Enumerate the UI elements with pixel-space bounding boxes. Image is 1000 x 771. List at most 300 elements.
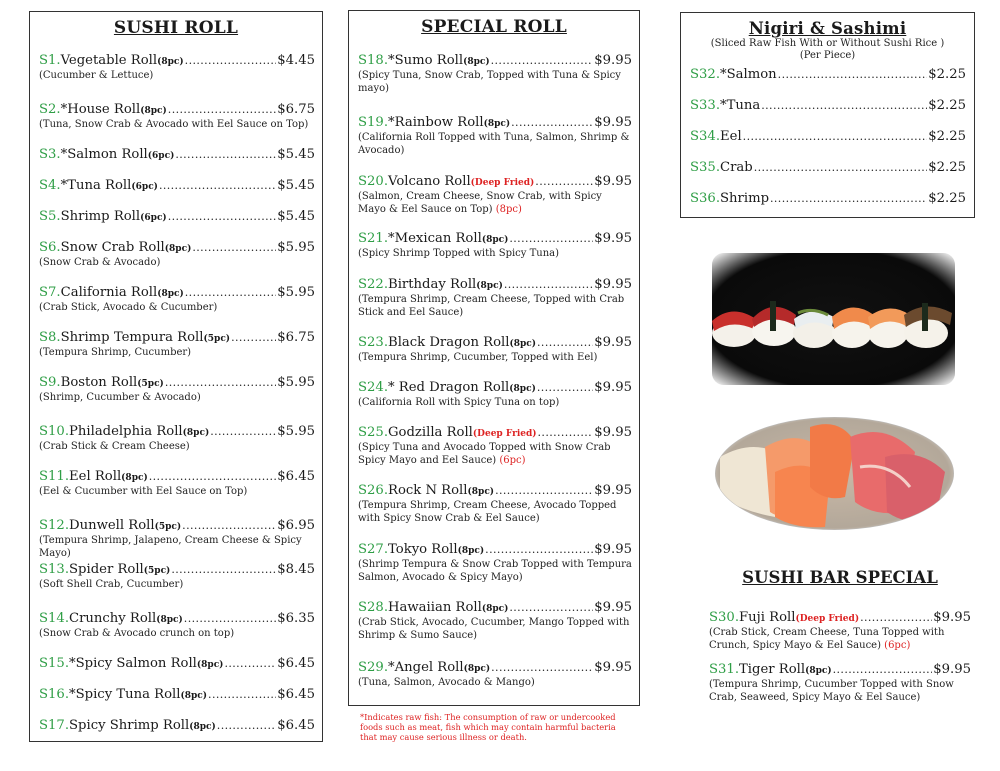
item-description [358,616,632,642]
item-code: S4. [39,178,61,193]
item-description-text: (Tempura Shrimp, Cucumber Topped with Snow Crab, Seaweed, Spicy Mayo & Eel Sauce) [709,679,954,703]
item-code: S24. [358,380,389,395]
item-name: *House Roll [60,102,141,117]
leader-dots [208,687,276,702]
menu-item-line [358,660,632,675]
item-name: * Red Dragon Roll [388,380,510,395]
item-pieces: (8pc) [509,384,536,394]
item-pieces: (8pc) [463,664,491,674]
section-title: Nigiri & Sashimi [748,19,907,38]
menu-item-line [709,610,971,625]
leader-dots [538,425,594,440]
item-price: $6.45 [277,718,315,733]
deep-fried-tag: (Deep Fried) [795,614,860,624]
item-pieces: (6pc) [140,213,167,223]
leader-dots [509,600,593,615]
item-name: Philadelphia Roll [69,424,183,439]
item-description [358,676,632,689]
leader-dots [224,656,276,671]
item-pieces: (8pc) [481,235,509,245]
item-name: Crunchy Roll [69,611,157,626]
menu-item-line [39,53,315,68]
item-price: $6.95 [277,518,315,533]
item-code: S30. [709,610,740,625]
item-pieces: (8pc) [481,604,509,614]
item-pieces: (8pc) [483,119,511,129]
item-name: *Spicy Salmon Roll [69,656,197,671]
item-description-text: (Salmon, Cream Cheese, Snow Crab, with Spicy Mayo & Eel Sauce on Top) [358,191,602,215]
item-pieces: (5pc) [154,522,182,532]
item-description-text: (Tuna, Salmon, Avocado & Mango) [358,677,535,688]
leader-dots [509,231,593,246]
item-price: $9.95 [933,662,971,677]
item-pieces: (8pc) [463,57,490,67]
item-code: S6. [39,240,61,255]
leader-dots [511,115,593,130]
menu-item [690,160,966,175]
item-description-text: (California Roll with Spicy Tuna on top) [358,397,560,408]
menu-item [39,178,315,193]
menu-item [358,542,632,584]
item-price: $6.45 [277,656,315,671]
menu-item-line [358,483,632,498]
menu-item [358,277,632,319]
menu-item-line [358,231,632,246]
item-price: $2.25 [928,191,966,206]
item-name: *Rainbow Roll [388,115,484,130]
leader-dots [537,335,593,350]
item-price: $6.75 [277,330,315,345]
item-price: $2.25 [928,129,966,144]
leader-dots [184,611,276,626]
item-code: S1. [39,53,61,68]
item-price: $5.95 [277,424,315,439]
menu-item-line [358,542,632,557]
menu-item [39,285,315,314]
leader-dots [778,67,928,82]
item-price: $9.95 [594,335,632,350]
menu-item-line [39,656,315,671]
item-description-text: (Cucumber & Lettuce) [39,70,154,81]
item-price: $6.75 [277,102,315,117]
item-pieces: (8pc) [157,57,184,67]
leader-dots [168,209,277,224]
item-name: *Tuna Roll [60,178,132,193]
item-name: Shrimp Roll [60,209,141,224]
menu-item-line [690,67,966,82]
sushi-bar-special-list [709,610,971,714]
item-description-text: (Crab Stick, Cream Cheese, Tuna Topped with Crunch, Spicy Mayo & Eel Sauce) [709,627,945,651]
item-code: S12. [39,518,70,533]
item-code: S13. [39,562,70,577]
item-description-text: (Crab Stick, Avocado, Cucumber, Mango Topped with Shrimp & Sumo Sauce) [358,617,630,641]
item-description-pieces: (8pc) [495,204,522,215]
item-name: Vegetable Roll [60,53,158,68]
leader-dots [754,160,928,175]
leader-dots [192,240,276,255]
sushi-roll-section [29,11,323,742]
item-price: $9.95 [594,660,632,675]
menu-item-line [39,518,315,533]
menu-item-line [709,662,971,677]
item-pieces: (8pc) [180,691,208,701]
leader-dots [537,380,593,395]
item-pieces: (5pc) [143,566,171,576]
item-name: Shrimp [720,191,770,206]
item-name: *Sumo Roll [388,53,464,68]
item-description-text: (Shrimp, Cucumber & Avocado) [39,392,201,403]
deep-fried-tag: (Deep Fried) [472,429,537,439]
menu-item [39,330,315,359]
item-name: Boston Roll [60,375,138,390]
leader-dots [491,53,594,68]
leader-dots [175,147,276,162]
leader-dots [185,285,276,300]
item-code: S34. [690,129,721,144]
menu-item [690,191,966,206]
leader-dots [185,53,277,68]
menu-item-line [358,115,632,130]
leader-dots [860,610,932,625]
menu-item [39,611,315,640]
item-description [358,131,632,157]
item-code: S8. [39,330,61,345]
item-code: S27. [358,542,389,557]
per-piece-note: (Per Piece) [799,50,856,61]
item-code: S14. [39,611,70,626]
item-price: $9.95 [594,425,632,440]
leader-dots [210,424,276,439]
leader-dots [217,718,276,733]
item-name: Tokyo Roll [388,542,458,557]
item-description-text: (Snow Crab & Avocado crunch on top) [39,628,235,639]
menu-item-line [39,424,315,439]
menu-item [39,424,315,453]
item-description-text: (Tuna, Snow Crab & Avocado with Eel Sauce on Top) [39,119,309,130]
leader-dots [833,662,933,677]
item-description [39,118,315,131]
item-description-text: (Spicy Tuna and Avocado Topped with Snow Crab Spicy Mayo and Eel Sauce) [358,442,611,466]
item-description [39,69,315,82]
item-code: S25. [358,425,389,440]
item-name: Spicy Shrimp Roll [69,718,190,733]
item-name: *Tuna [720,98,761,113]
menu-item [690,98,966,113]
menu-item [39,375,315,404]
menu-item-line [358,425,632,440]
menu-item [358,115,632,157]
menu-item-line [39,718,315,733]
item-name: California Roll [60,285,158,300]
item-description-text: (Spicy Tuna, Snow Crab, Topped with Tuna & Spicy mayo) [358,70,621,94]
special-roll-section [348,10,640,706]
item-description-pieces: (6pc) [884,640,911,651]
item-name: Spider Roll [69,562,144,577]
item-price: $6.45 [277,469,315,484]
item-name: Godzilla Roll [388,425,473,440]
leader-dots [485,542,593,557]
item-price: $9.95 [594,174,632,189]
item-description [39,346,315,359]
item-price: $5.45 [277,147,315,162]
item-pieces: (8pc) [140,106,167,116]
menu-item-line [39,240,315,255]
item-price: $5.95 [277,285,315,300]
item-pieces: (8pc) [157,289,184,299]
item-pieces: (8pc) [476,281,503,291]
item-code: S9. [39,375,61,390]
menu-item [358,483,632,525]
menu-item-line [690,160,966,175]
menu-item [690,129,966,144]
leader-dots [743,129,928,144]
item-price: $2.25 [928,67,966,82]
item-description [709,678,971,704]
item-description [39,256,315,269]
item-description-text: (Tempura Shrimp, Cucumber) [39,347,192,358]
menu-item-line [690,191,966,206]
leader-dots [165,375,276,390]
menu-item-line [358,277,632,292]
item-code: S22. [358,277,389,292]
menu-item [39,53,315,82]
menu-item-line [39,178,315,193]
menu-item [39,687,315,702]
leader-dots [491,660,593,675]
section-title: SPECIAL ROLL [421,17,567,37]
menu-item [39,469,315,498]
item-price: $4.45 [277,53,315,68]
menu-item-line [39,209,315,224]
menu-item [358,425,632,467]
item-code: S3. [39,147,61,162]
leader-dots [159,178,276,193]
item-code: S10. [39,424,70,439]
menu-item-line [690,129,966,144]
item-description-text: (Tempura Shrimp, Cream Cheese, Avocado Topped with Spicy Snow Crab & Eel Sauce) [358,500,617,524]
item-price: $9.95 [594,231,632,246]
item-code: S26. [358,483,389,498]
menu-item [39,240,315,269]
menu-item-line [358,335,632,350]
item-description [39,440,315,453]
item-description [39,534,315,560]
item-name: Eel Roll [69,469,122,484]
item-code: S32. [690,67,721,82]
item-code: S28. [358,600,389,615]
menu-item [358,53,632,95]
item-code: S5. [39,209,61,224]
menu-item [709,610,971,652]
item-pieces: (8pc) [189,722,216,732]
item-name: Crab [720,160,753,175]
item-description-text: (Spicy Shrimp Topped with Spicy Tuna) [358,248,560,259]
item-pieces: (8pc) [182,428,210,438]
item-price: $9.95 [594,115,632,130]
item-pieces: (8pc) [156,615,183,625]
item-code: S21. [358,231,389,246]
item-code: S20. [358,174,389,189]
item-pieces: (8pc) [164,244,192,254]
item-price: $9.95 [933,610,971,625]
item-name: *Salmon [720,67,777,82]
menu-item-line [39,330,315,345]
item-code: S15. [39,656,70,671]
item-description-text: (Tempura Shrimp, Cream Cheese, Topped with Crab Stick and Eel Sauce) [358,294,625,318]
item-name: Eel [720,129,742,144]
menu-item [709,662,971,704]
menu-item-line [39,147,315,162]
item-price: $5.45 [277,178,315,193]
menu-item [358,600,632,642]
item-description [358,69,632,95]
item-name: Birthday Roll [388,277,477,292]
item-price: $6.35 [277,611,315,626]
item-description [39,627,315,640]
menu-item-line [690,98,966,113]
menu-item [39,562,315,591]
leader-dots [535,174,593,189]
item-description [358,190,632,216]
item-code: S16. [39,687,70,702]
menu-item [358,335,632,364]
deep-fried-tag: (Deep Fried) [470,178,535,188]
leader-dots [231,330,276,345]
raw-fish-footnote: *Indicates raw fish: The consumption of raw or undercooked foods such as meat, fish which may contain harmful bacteria that may cause serious illness or death. [360,712,616,742]
item-description-pieces: (6pc) [499,455,526,466]
item-price: $9.95 [594,380,632,395]
sashimi-photo [715,417,954,530]
item-description-text: (Soft Shell Crab, Cucumber) [39,579,184,590]
item-price: $5.95 [277,240,315,255]
item-description [358,499,632,525]
menu-item-line [39,375,315,390]
item-description [39,391,315,404]
leader-dots [495,483,593,498]
item-code: S36. [690,191,721,206]
item-code: S17. [39,718,70,733]
item-name: Shrimp Tempura Roll [60,330,204,345]
menu-item-line [39,102,315,117]
menu-item-line [39,285,315,300]
item-code: S18. [358,53,389,68]
item-pieces: (8pc) [457,546,485,556]
item-code: S35. [690,160,721,175]
item-name: *Angel Roll [388,660,464,675]
item-code: S11. [39,469,70,484]
menu-item [39,656,315,671]
item-description [358,293,632,319]
nigiri-subtitle: (Sliced Raw Fish With or Without Sushi Rice ) [710,38,945,49]
leader-dots [761,98,927,113]
item-code: S33. [690,98,721,113]
leader-dots [171,562,276,577]
menu-item-line [358,380,632,395]
leader-dots [770,191,927,206]
item-pieces: (8pc) [509,339,537,349]
item-pieces: (8pc) [805,666,832,676]
nigiri-photo [712,253,955,385]
item-name: Volcano Roll [388,174,471,189]
menu-item [39,102,315,131]
item-description [358,396,632,409]
item-description-text: (Tempura Shrimp, Jalapeno, Cream Cheese & Spicy Mayo) [39,535,302,559]
item-description [358,441,632,467]
item-price: $9.95 [594,483,632,498]
item-name: Snow Crab Roll [60,240,165,255]
item-description [39,301,315,314]
item-price: $9.95 [594,53,632,68]
item-description [358,247,632,260]
menu-item-line [39,562,315,577]
menu-item [39,209,315,224]
item-description [709,626,971,652]
item-code: S19. [358,115,389,130]
item-name: *Spicy Tuna Roll [69,687,181,702]
item-name: *Salmon Roll [60,147,148,162]
item-pieces: (8pc) [196,660,224,670]
item-code: S7. [39,285,61,300]
menu-item [358,174,632,216]
menu-item-line [358,53,632,68]
menu-item-line [358,600,632,615]
menu-item [39,518,315,560]
menu-item-line [39,611,315,626]
leader-dots [168,102,276,117]
leader-dots [149,469,277,484]
section-title: SUSHI ROLL [113,18,239,38]
item-description [358,351,632,364]
menu-item [358,231,632,260]
item-code: S23. [358,335,389,350]
leader-dots [504,277,593,292]
item-name: Black Dragon Roll [388,335,510,350]
item-pieces: (6pc) [147,151,175,161]
item-pieces: (6pc) [131,182,158,192]
sushi-bar-special-title: SUSHI BAR SPECIAL [742,568,938,587]
item-pieces: (5pc) [137,379,164,389]
item-price: $2.25 [928,98,966,113]
item-name: Dunwell Roll [69,518,155,533]
item-pieces: (8pc) [121,473,148,483]
item-name: *Mexican Roll [388,231,482,246]
item-description [39,485,315,498]
menu-item-line [39,469,315,484]
item-price: $2.25 [928,160,966,175]
item-description [358,558,632,584]
item-price: $9.95 [594,600,632,615]
item-pieces: (8pc) [467,487,495,497]
item-code: S29. [358,660,389,675]
menu-item [690,67,966,82]
menu-item [39,718,315,733]
item-name: Rock N Roll [388,483,468,498]
item-price: $9.95 [594,277,632,292]
item-price: $8.45 [277,562,315,577]
item-name: Hawaiian Roll [388,600,482,615]
item-name: Tiger Roll [739,662,806,677]
item-description-text: (Crab Stick, Avocado & Cucumber) [39,302,218,313]
item-name: Fuji Roll [739,610,796,625]
item-description [39,578,315,591]
item-price: $6.45 [277,687,315,702]
nigiri-sashimi-section [680,12,975,218]
leader-dots [182,518,276,533]
item-description-text: (Crab Stick & Cream Cheese) [39,441,190,452]
item-description-text: (Snow Crab & Avocado) [39,257,161,268]
menu-item [358,380,632,409]
item-description-text: (Shrimp Tempura & Snow Crab Topped with Tempura Salmon, Avocado & Spicy Mayo) [358,559,632,583]
